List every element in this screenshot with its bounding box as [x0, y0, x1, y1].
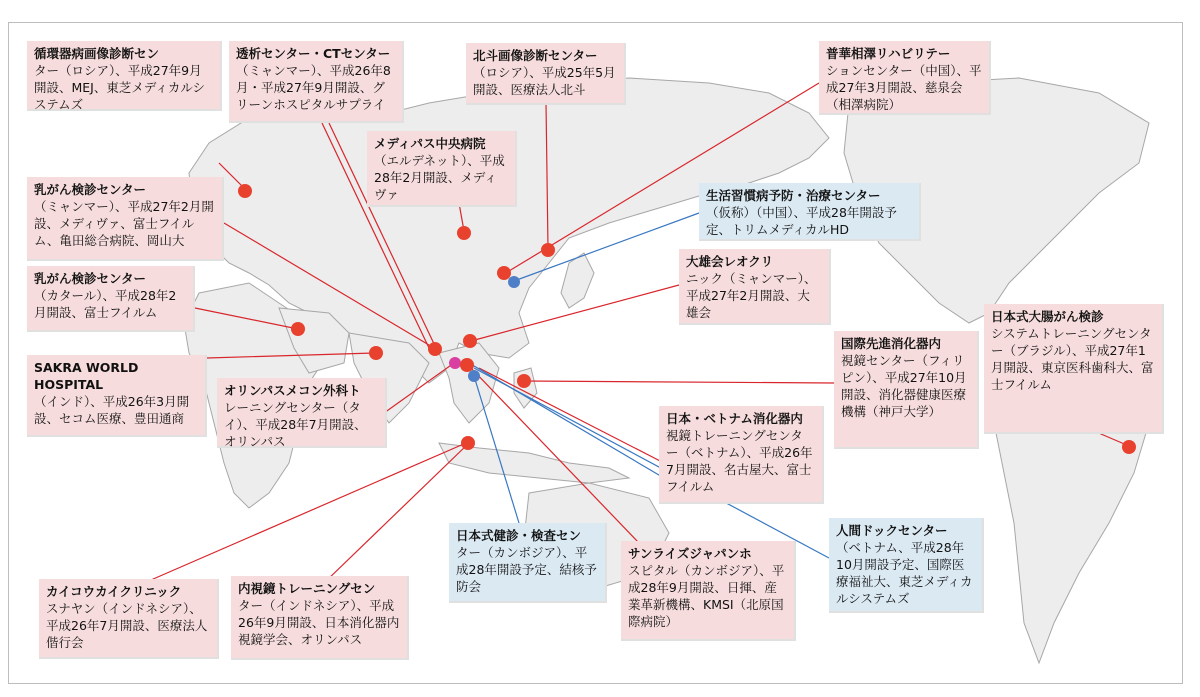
japan-landmass — [561, 253, 594, 308]
callout-body: （ミャンマー）、平成26年8月・平成27年9月開設、グリーンホスピタルサプライ — [236, 63, 391, 112]
callout-body: レーニングセンター（タイ）、平成28年7月開設、オリンパス — [224, 400, 367, 449]
callout-nichietsu — [659, 406, 824, 504]
marker-philippines — [517, 374, 531, 388]
callout-hokuto — [466, 43, 626, 105]
callout-nyugan-mm — [27, 177, 224, 261]
callout-daicho — [984, 304, 1164, 434]
callout-title: 乳がん検診センター — [34, 271, 147, 286]
marker-mongolia — [457, 226, 471, 240]
marker-cambodia — [468, 370, 480, 382]
callout-sunrise — [621, 541, 796, 641]
callout-seikatsu — [699, 183, 921, 241]
callout-nyugan-qa — [27, 266, 195, 332]
callout-body: ター（インドネシア）、平成26年9月開設、日本消化器内視鏡学会、オリンパス — [238, 598, 400, 647]
callout-body: システムトレーニングセンター（ブラジル）、平成27年1月開設、東京医科歯科大、富士フイルム — [991, 326, 1154, 392]
callout-title: 北斗画像診断センター — [473, 48, 598, 63]
marker-myanmar-2 — [463, 334, 477, 348]
callout-body: （仮称）（中国）、平成28年開設予定、トリムメディカルHD — [706, 205, 897, 237]
callout-title: 国際先進消化器内 — [841, 336, 942, 351]
callout-title: オリンパスメコン外科ト — [224, 383, 361, 398]
callout-ningen — [829, 518, 984, 613]
callout-body: ニック（ミャンマー）、平成27年2月開設、大雄会 — [686, 271, 817, 320]
marker-brazil — [1122, 440, 1136, 454]
callout-title: 乳がん検診センター — [34, 182, 147, 197]
callout-body: （インド）、平成26年3月開設、セコム医療、豊田通商 — [34, 394, 190, 426]
callout-body: （カタール）、平成28年2月開設、富士フイルム — [34, 288, 177, 320]
line-kokusai — [524, 381, 834, 383]
callout-title: 内視鏡トレーニングセン — [238, 581, 376, 596]
callout-body: ションセンター（中国）、平成27年3月開設、慈泉会（相澤病院） — [826, 63, 982, 112]
callout-body: スナヤン（インドネシア）、平成26年7月開設、医療法人偕行会 — [46, 601, 208, 650]
callout-title: カイコウカイクリニック — [46, 584, 182, 599]
marker-thailand — [449, 357, 461, 369]
callout-title: 循環器病画像診断セン — [34, 46, 160, 61]
marker-russia-east — [541, 243, 555, 257]
line-kaikou — [144, 443, 466, 583]
callout-body: 視鏡トレーニングセンター（ベトナム）、平成26年7月開設、名古屋大、富士フイルム — [666, 428, 813, 494]
callout-toseki — [229, 41, 404, 123]
callout-title: サンライズジャパンホ — [628, 546, 752, 561]
callout-kenshin-kh — [449, 523, 607, 603]
callout-title: メディパス中央病院 — [374, 136, 486, 151]
callout-body: （ロシア）、平成25年5月開設、医療法人北斗 — [473, 65, 616, 97]
callout-body: ター（ロシア）、平成27年9月開設、MEJ、東芝メディカルシステムズ — [34, 63, 206, 112]
marker-china — [497, 266, 511, 280]
callout-sakra — [27, 355, 207, 437]
marker-russia-west — [238, 184, 252, 198]
callout-body: （エルデネット）、平成28年2月開設、メディヴァ — [374, 153, 505, 202]
map-frame — [8, 22, 1183, 684]
marker-indonesia — [461, 436, 475, 450]
callout-title: 大雄会レオクリ — [686, 254, 774, 269]
callout-kokusai — [834, 331, 979, 449]
callout-title: 人間ドックセンター — [836, 523, 948, 538]
marker-vietnam — [460, 358, 474, 372]
callout-body: 視鏡センター（フィリピン）、平成27年10月開設、消化器健康医療機構（神戸大学） — [841, 353, 967, 419]
callout-title: SAKRA WORLD HOSPITAL — [34, 360, 139, 392]
callout-body: スピタル（カンボジア）、平成28年9月開設、日揮、産業革新機構、KMSI（北原国際病院） — [628, 563, 785, 629]
callout-fuka — [819, 41, 991, 115]
callout-title: 生活習慣病予防・治療センター — [706, 188, 881, 203]
callout-title: 日本・ベトナム消化器内 — [666, 411, 803, 426]
callout-kaikou — [39, 579, 219, 659]
marker-india — [369, 346, 383, 360]
marker-myanmar — [428, 342, 442, 356]
callout-body: ター（カンボジア）、平成28年開設予定、結核予防会 — [456, 545, 597, 594]
callout-title: 透析センター・CTセンター — [236, 46, 391, 61]
callout-title: 日本式大腸がん検診 — [991, 309, 1104, 324]
callout-title: 普華相澤リハビリテー — [826, 46, 951, 61]
callout-olympus-th — [217, 378, 387, 448]
marker-china-planned — [508, 276, 520, 288]
callout-body: （ミャンマー）、平成27年2月開設、メディヴァ、富士フイルム、亀田総合病院、岡山大 — [34, 199, 214, 248]
callout-junkanki — [27, 41, 222, 111]
callout-daiyukai — [679, 249, 831, 325]
callout-body: （ベトナム、平成28年10月開設予定、国際医療福祉大、東芝メディカルシステムズ — [836, 540, 973, 606]
marker-qatar — [291, 322, 305, 336]
callout-naishikyo-id — [231, 576, 409, 660]
callout-medipath — [367, 131, 517, 207]
line-naishikyo-id — [324, 443, 469, 583]
callout-title: 日本式健診・検査セン — [456, 528, 582, 543]
